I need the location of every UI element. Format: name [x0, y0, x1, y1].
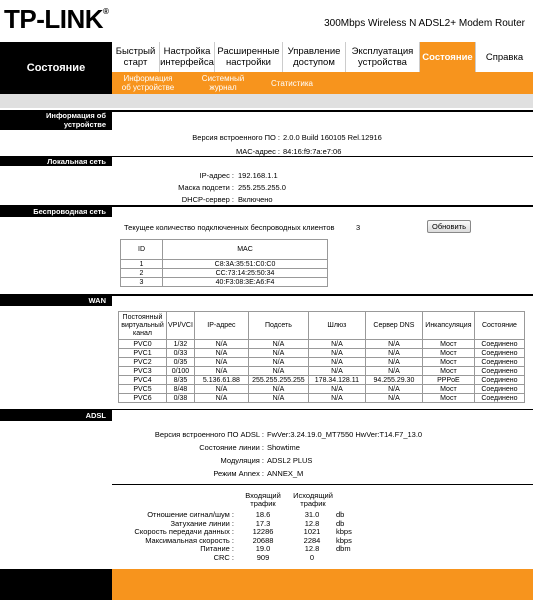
stat-upstream: 12.8: [304, 544, 320, 553]
table-row: PVC2 0/35 N/A N/A N/A N/A Мост Соединено: [119, 358, 525, 367]
wifi-clients-count: 3: [356, 223, 361, 232]
lan-mask-value: 255.255.255.0: [238, 183, 286, 192]
subtab-system-log[interactable]: Системный журнал: [201, 74, 245, 92]
subtab-statistics[interactable]: Статистика: [270, 79, 313, 88]
stat-label: CRC :: [213, 552, 234, 562]
table-row: PVC1 0/33 N/A N/A N/A N/A Мост Соединено: [119, 349, 525, 358]
lan-dhcp-label: DHCP-сервер :: [181, 195, 234, 204]
section-device-info: Информация об устройстве: [0, 110, 112, 130]
wifi-clients-label: Текущее количество подключенных беспроводных клиентов: [124, 223, 335, 232]
stat-unit: kbps: [336, 535, 352, 545]
tab-maintenance[interactable]: Эксплуатация устройства: [346, 42, 420, 72]
table-row: PVC3 0/100 N/A N/A N/A N/A Мост Соединено: [119, 367, 525, 376]
stat-label: Максимальная скорость :: [145, 535, 234, 545]
upstream-header: Исходящий трафик: [293, 491, 333, 508]
stat-upstream: 0: [309, 552, 315, 562]
stat-upstream: 1021: [303, 527, 321, 536]
gray-band: [0, 94, 533, 108]
section-wireless: Беспроводная сеть: [0, 205, 112, 217]
stat-label: Отношение сигнал/шум :: [147, 510, 234, 519]
modulation-label: Модуляция :: [220, 456, 264, 465]
stat-label: Затухание линии :: [170, 518, 234, 528]
table-row: PVC4 8/35 5.136.61.88 255.255.255.255 178.34.128.11 94.255.29.30 PPPoE Соединено: [119, 376, 525, 385]
tp-link-logo: TP-LINK®: [4, 4, 109, 34]
stat-upstream: 12.8: [304, 518, 320, 528]
wan-table: [118, 311, 525, 403]
col-id: ID: [121, 240, 163, 260]
lan-mask-label: Маска подсети :: [178, 183, 234, 192]
section-lan: Локальная сеть: [0, 156, 112, 166]
tab-status[interactable]: Состояние: [420, 42, 476, 72]
mac-value: 84:16:f9:7a:e7:06: [283, 147, 342, 156]
stat-downstream: 20688: [252, 535, 274, 545]
tab-access-management[interactable]: Управление доступом: [283, 42, 346, 72]
section-divider: [0, 156, 533, 157]
stat-label: Скорость передачи данных :: [134, 527, 234, 536]
table-row: 2 CC:73:14:25:50:34: [121, 269, 328, 278]
stat-downstream: 12286: [252, 527, 274, 536]
footer-dark-block: [0, 569, 112, 600]
lan-ip-value: 192.168.1.1: [238, 171, 278, 180]
stat-downstream: 17.3: [255, 518, 271, 528]
stat-downstream: 909: [256, 552, 270, 562]
header: [0, 0, 533, 40]
table-row: PVC0 1/32 N/A N/A N/A N/A Мост Соединено: [119, 340, 525, 349]
annex-value: ANNEX_M: [267, 469, 304, 478]
stat-unit: dbm: [336, 544, 351, 553]
section-wan: WAN: [0, 294, 112, 306]
lan-ip-label: IP-адрес :: [199, 171, 234, 180]
wan-header-row: Постоянный виртуальный канал VPI/VCI IP-адрес Подсеть Шлюз Сервер DNS Инкапсуляция Состояние: [119, 312, 525, 340]
footer-orange-bar: [112, 569, 533, 600]
section-divider: [0, 409, 533, 410]
stat-upstream: 31.0: [304, 510, 320, 519]
table-row: 1 C8:3A:35:51:C0:C0: [121, 260, 328, 269]
refresh-button[interactable]: Обновить: [427, 220, 471, 233]
stat-unit: kbps: [336, 527, 352, 536]
section-adsl: ADSL: [0, 409, 112, 421]
model-name: 300Mbps Wireless N ADSL2+ Modem Router: [324, 18, 525, 29]
stat-unit: db: [336, 510, 345, 519]
table-row: PVC6 0/38 N/A N/A N/A N/A Мост Соединено: [119, 394, 525, 403]
table-row: PVC5 8/48 N/A N/A N/A N/A Мост Соединено: [119, 385, 525, 394]
line-state-value: Showtime: [267, 443, 300, 452]
fw-value: 2.0.0 Build 160105 Rel.12916: [283, 133, 382, 142]
annex-label: Режим Annex :: [213, 469, 264, 478]
fw-label: Версия встроенного ПО :: [192, 133, 280, 142]
stat-unit: db: [336, 518, 345, 528]
tab-quick-start[interactable]: Быстрый старт: [112, 42, 160, 72]
adsl-fw-label: Версия встроенного ПО ADSL :: [154, 430, 264, 439]
stat-label: Питание :: [200, 544, 234, 553]
stat-downstream: 19.0: [255, 544, 271, 553]
stat-upstream: 2284: [303, 535, 321, 545]
adsl-fw-value: FwVer:3.24.19.0_MT7550 HwVer:T14.F7_13.0: [267, 430, 423, 439]
section-divider: [112, 294, 533, 296]
mac-label: MAC-адрес :: [236, 147, 280, 156]
tab-help[interactable]: Справка: [485, 51, 524, 63]
page-title: Состояние: [0, 42, 112, 94]
footer: [0, 569, 533, 600]
section-divider: [112, 205, 533, 207]
tab-advanced-setup[interactable]: Расширенные настройки: [215, 42, 283, 72]
section-divider: [112, 110, 533, 112]
wifi-clients-table: [120, 239, 328, 287]
stat-downstream: 18.6: [255, 510, 271, 519]
table-row: 3 40:F3:08:3E:A6:F4: [121, 278, 328, 287]
section-divider: [112, 484, 533, 485]
subtab-device-info[interactable]: Информация об устройстве: [121, 74, 175, 92]
modulation-value: ADSL2 PLUS: [267, 456, 313, 465]
col-mac: MAC: [163, 240, 328, 260]
tab-interface-setup[interactable]: Настройка интерфейса: [160, 42, 215, 72]
line-state-label: Состояние линии :: [199, 443, 264, 452]
lan-dhcp-value: Включено: [238, 195, 273, 204]
downstream-header: Входящий трафик: [245, 491, 281, 508]
